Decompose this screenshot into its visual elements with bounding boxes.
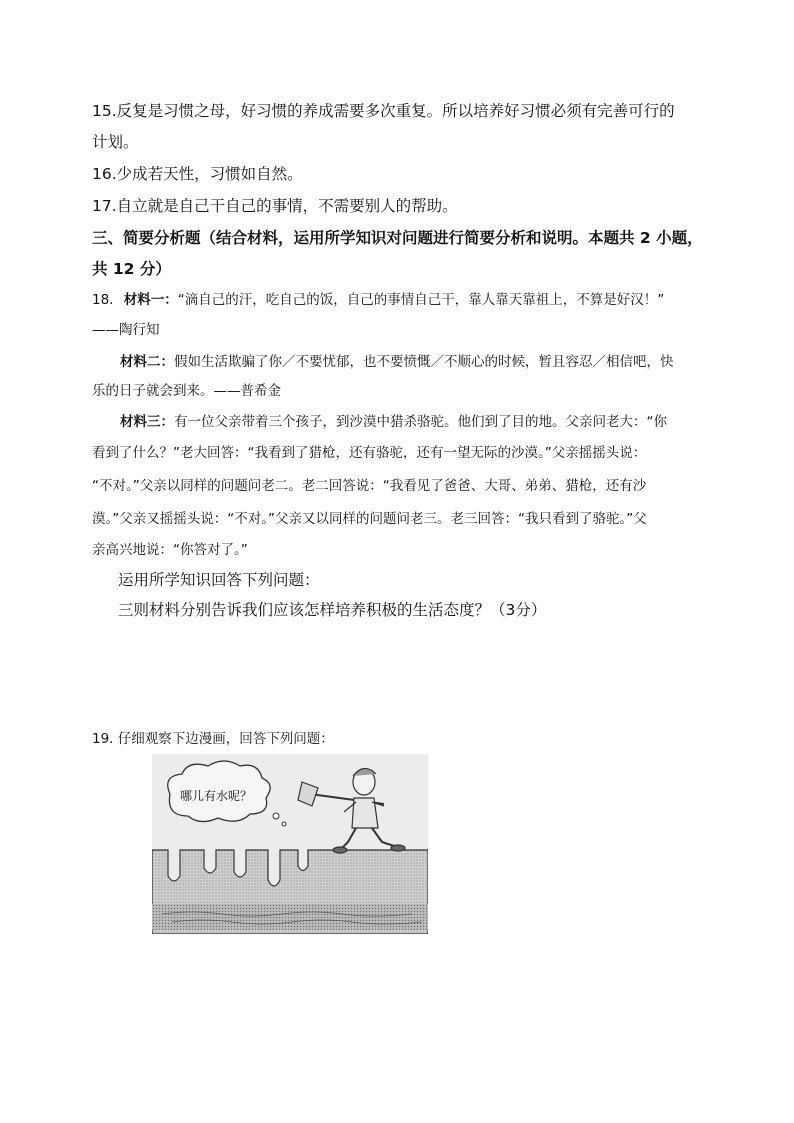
section3-heading-line1: 三、简要分析题（结合材料，运用所学知识对问题进行简要分析和说明。本题共 2 小题， [92, 229, 703, 247]
speech-text: 哪儿有水呢？ [179, 789, 253, 803]
material3-line2: 看到了什么？”老大回答：“我看到了猎枪，还有骆驼，还有一望无际的沙漠。”父亲摇摇头说： [92, 445, 647, 461]
q16-statement: 16.少成若天性，习惯如自然。 [92, 165, 303, 183]
bubble-dot [282, 822, 286, 826]
cartoon-image [152, 754, 428, 934]
material1-text: “滴自己的汗，吃自己的饭，自己的事情自己干，靠人靠天靠祖上，不算是好汉！” [177, 292, 665, 308]
material3-line4: 漠。”父亲又摇摇头说：“不对。”父亲又以同样的问题问老三。老三回答：“我只看到了骆驼。”父 [92, 511, 647, 527]
shoe [333, 847, 347, 853]
material2-line2: 乐的日子就会到来。——普希金 [92, 383, 281, 399]
material3-text: 有一位父亲带着三个孩子，到沙漠中猎杀骆驼。他们到了目的地。父亲问老大：“你 [174, 414, 667, 430]
q18-instruction: 运用所学知识回答下列问题： [118, 571, 320, 589]
material2-line1 [120, 352, 674, 372]
material2-label: 材料二： [120, 354, 174, 370]
shoe [391, 845, 405, 851]
q15-line2: 计划。 [92, 133, 139, 151]
material2-text: 假如生活欺骗了你／不要忧郁，也不要愤慨／不顺心的时候，暂且容忍／相信吧，快 [174, 354, 674, 370]
material1-label: 材料一： [123, 292, 178, 308]
material3-line3: “不对。”父亲以同样的问题问老二。老二回答说：“我看见了爸爸、大哥、弟弟、猎枪，还有沙 [92, 478, 647, 494]
section3-heading-line2: 共 12 分） [92, 260, 171, 278]
material1-source: ——陶行知 [92, 322, 160, 338]
material3-line5: 亲高兴地说：“你答对了。” [92, 542, 248, 558]
q19-prompt: 19. 仔细观察下边漫画，回答下列问题： [92, 731, 334, 747]
q18-number: 18. [92, 292, 114, 308]
q15-line1: 15.反复是习惯之母，好习惯的养成需要多次重复。所以培养好习惯必须有完善可行的 [92, 102, 675, 120]
material3-line1 [120, 412, 667, 432]
underground-water [152, 904, 428, 930]
bubble-dot [273, 813, 279, 819]
material3-label: 材料三： [120, 414, 174, 430]
q18-question: 三则材料分别告诉我们应该怎样培养积极的生活态度？（3分） [118, 601, 547, 619]
q17-statement: 17.自立就是自己干自己的事情，不需要别人的帮助。 [92, 197, 458, 215]
q18-material1-line [92, 290, 664, 310]
